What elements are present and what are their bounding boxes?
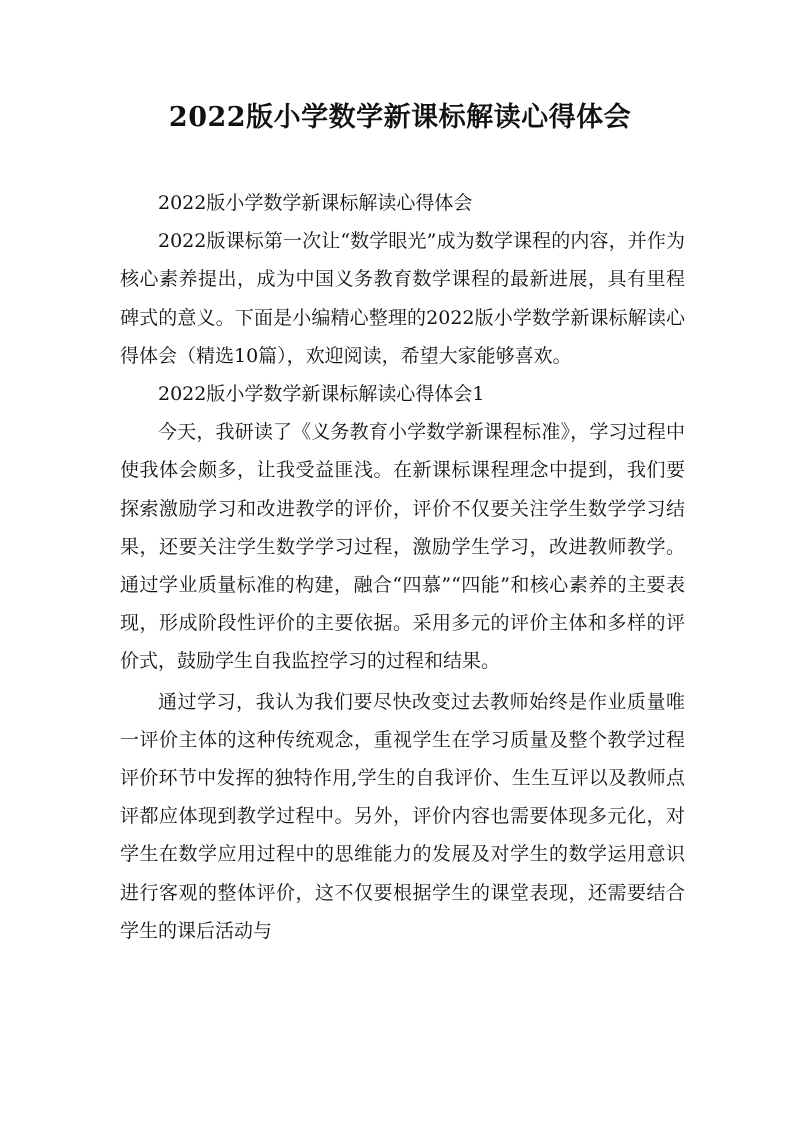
paragraph-body-1: 今天，我研读了《义务教育小学数学新课程标准》，学习过程中使我体会颇多，让我受益匪浅。在新课标课程理念中提到，我们要探索激励学习和改进教学的评价，评价不仅要关注学生数学学习结果，还要关注学生数学学习过程，激励学生学习，改进教师教学。通过学业质量标准的构建，融合“四慕”“四能”和核心素养的主要表现，形成阶段性评价的主要依据。采用多元的评价主体和多样的评价式，鼓励学生自我监控学习的过程和结果。 <box>120 421 685 673</box>
document-body <box>120 184 685 950</box>
paragraph-heading-1: 2022版小学数学新课标解读心得体会1 <box>158 383 485 406</box>
paragraph-body-2: 通过学习，我认为我们要尽快改变过去教师始终是作业质量唯一评价主体的这种传统观念，重视学生在学习质量及整个教学过程评价环节中发挥的独特作用,学生的自我评价、生生互评以及教师点评都应体现到教学过程中。另外，评价内容也需要体现多元化，对学生在数学应用过程中的思维能力的发展及对学生的数学运用意识进行客观的整体评价，这不仅要根据学生的课堂表现，还需要结合学生的课后活动与 <box>120 690 685 942</box>
document-title: 2022版小学数学新课标解读心得体会 <box>168 102 632 133</box>
paragraph-subtitle: 2022版小学数学新课标解读心得体会 <box>158 192 473 214</box>
paragraph-intro: 2022版课标第一次让“数学眼光”成为数学课程的内容，并作为核心素养提出，成为中国义务教育数学课程的最新进展，具有里程碑式的意义。下面是小编精心整理的2022版小学数学新课标解读心得体会（精选10篇），欢迎阅读，希望大家能够喜欢。 <box>120 230 685 367</box>
